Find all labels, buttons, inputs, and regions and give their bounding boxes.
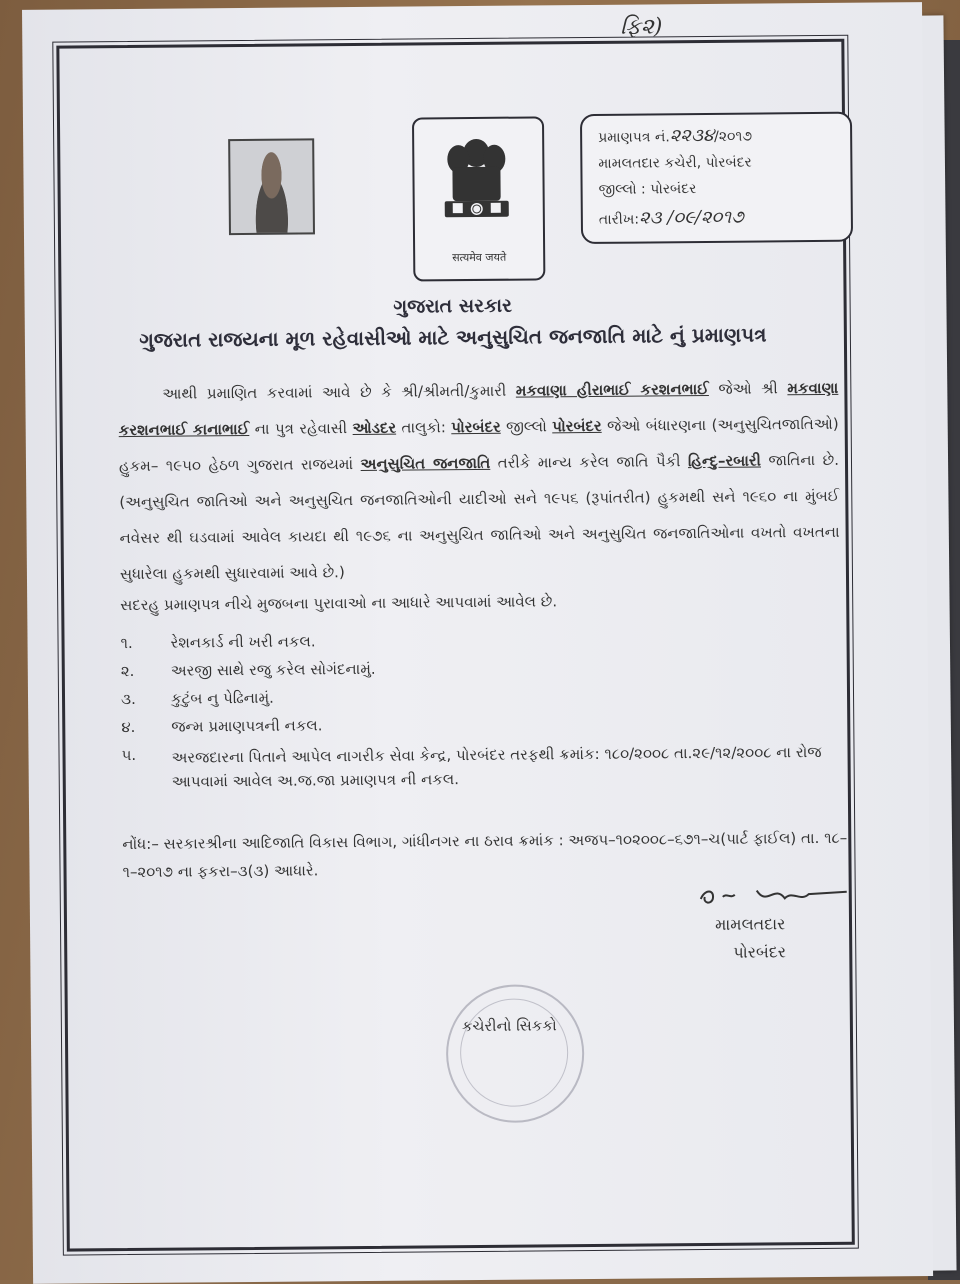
signatory-title: મામલતદાર [714,914,786,934]
office-seal-stamp [446,984,585,1123]
certificate-details-box [580,112,853,244]
evidence-list [120,628,851,798]
list-item: ૪. જન્મ પ્રમાણપત્રની નકલ. [121,716,323,737]
government-resolution-note: નોંધ:– સરકારશ્રીના આદિજાતિ વિકાસ વિભાગ, ગાંધીનગર ના ઠરાવ ક્રમાંક : અજપ–૧૦૨૦૦૮–૬૭૧–ચ(પાર્ટ ફાઈલ) તા. ૧૮–૧–૨૦૧૭ ના ફકરા–૩(૩) આધારે. [122,828,848,882]
signature-icon [697,880,857,911]
document-border [56,39,854,1252]
list-item: ૩. કુટુંબ નુ પેઢિનામું. [120,688,274,709]
applicant-photo [228,138,315,235]
category-name: અનુસુચિત જનજાતિ [360,453,491,473]
district-line: જીલ્લો : પોરબંદર [598,181,697,198]
signatory-place: પોરબંદર [733,942,787,962]
seal-label: કચેરીનો સિકકો [461,1016,557,1036]
village-name: ઓડદર [352,418,397,438]
list-item: ૧. રેશનકાર્ડ ની ખરી નકલ. [120,632,316,653]
issue-date-handwritten: ૨૩ /૦૯/૨૦૧૭ [638,206,744,229]
issuing-office: મામલતદાર કચેરી, પોરબંદર [598,154,752,172]
list-item: ૨. અરજી સાથે રજુ કરેલ સોગંદનામું. [120,659,376,681]
national-emblem-icon [434,127,519,238]
applicant-name: મકવાણા હીરાભાઈ કરશનભાઈ [515,379,709,400]
certificate-number: પ્રમાણપત્ર નં.૨૨૩૪/૨૦૧૭ [598,124,753,147]
certificate-title: ગુજરાત રાજયના મૂળ રહેવાસીઓ માટે અનુસુચિત જનજાતિ માટે નું પ્રમાણપત્ર [139,322,767,352]
list-item: ૫. અરજદારના પિતાને આપેલ નાગરીક સેવા કેન્દ્ર, પોરબંદર તરફથી ક્રમાંક: ૧૮૦/૨૦૦૮ તા.૨૯/૧૨/૨૦૦૮ ના રોજ આપવામાં આવેલ અ.જ.જા પ્રમાણપત્ર ની નકલ. [121,742,822,791]
father-name: મકવાણા કરશનભાઈ કાનાભાઈ [118,378,839,440]
caste-name: હિન્દુ–રબારી [687,451,762,471]
emblem-motto: सत्यमेव जयते [452,250,507,265]
emblem-box [412,116,545,281]
taluka-name: પોરબંદર [451,417,501,437]
district-name: પોરબંદર [552,416,602,436]
certificate-body: આથી પ્રમાણિત કરવામાં આવે છે કે શ્રી/શ્રીમતી/કુમારી મકવાણા હીરાભાઈ કરશનભાઈ જેઓ શ્રી મકવાણા કરશનભાઈ કાનાભાઈ ના પુત્ર રહેવાસી ઓડદર તાલુકો: પોરબંદર જીલ્લો પોરબંદર જેઓ બંધારણના (અનુસુચિતજાતિઓ) હુકમ– ૧૯૫૦ હેઠળ ગુજરાત રાજયમાં અનુસુચિત જનજાતિ તરીકે માન્ય કરેલ જાતિ પૈકી હિન્દુ–રબારી જાતિના છે. (અનુસુચિત જાતિઓ અને અનુસુચિત જનજાતિઓની યાદીઓ સને ૧૯૫૬ (રૂપાંતરીત) હુકમથી સને ૧૯૬૦ ના મુંબઈ નવેસર થી ઘડવામાં આવેલ કાયદા થી ૧૯૭૬ ના અનુસુચિત જાતિઓ અને અનુસુચિત જનજાતિઓના વખતો વખતના સુધારેલા હુકમથી સુધારવામાં આવે છે.) [118,378,840,584]
issue-date: તારીખ:૨૩ /૦૯/૨૦૧૭ [598,206,744,229]
photo-portrait [246,151,297,233]
certificate-number-handwritten: ૨૨૩૪ [669,124,715,147]
handwritten-reference: ફિ૨) [620,14,663,40]
certificate-page [22,2,933,1284]
government-heading: ગુજરાત સરકાર [393,294,513,318]
evidence-lead: સદરહુ પ્રમાણપત્ર નીચે મુજબના પુરાવાઓ ના આધારે આપવામાં આવેલ છે. [120,592,558,615]
